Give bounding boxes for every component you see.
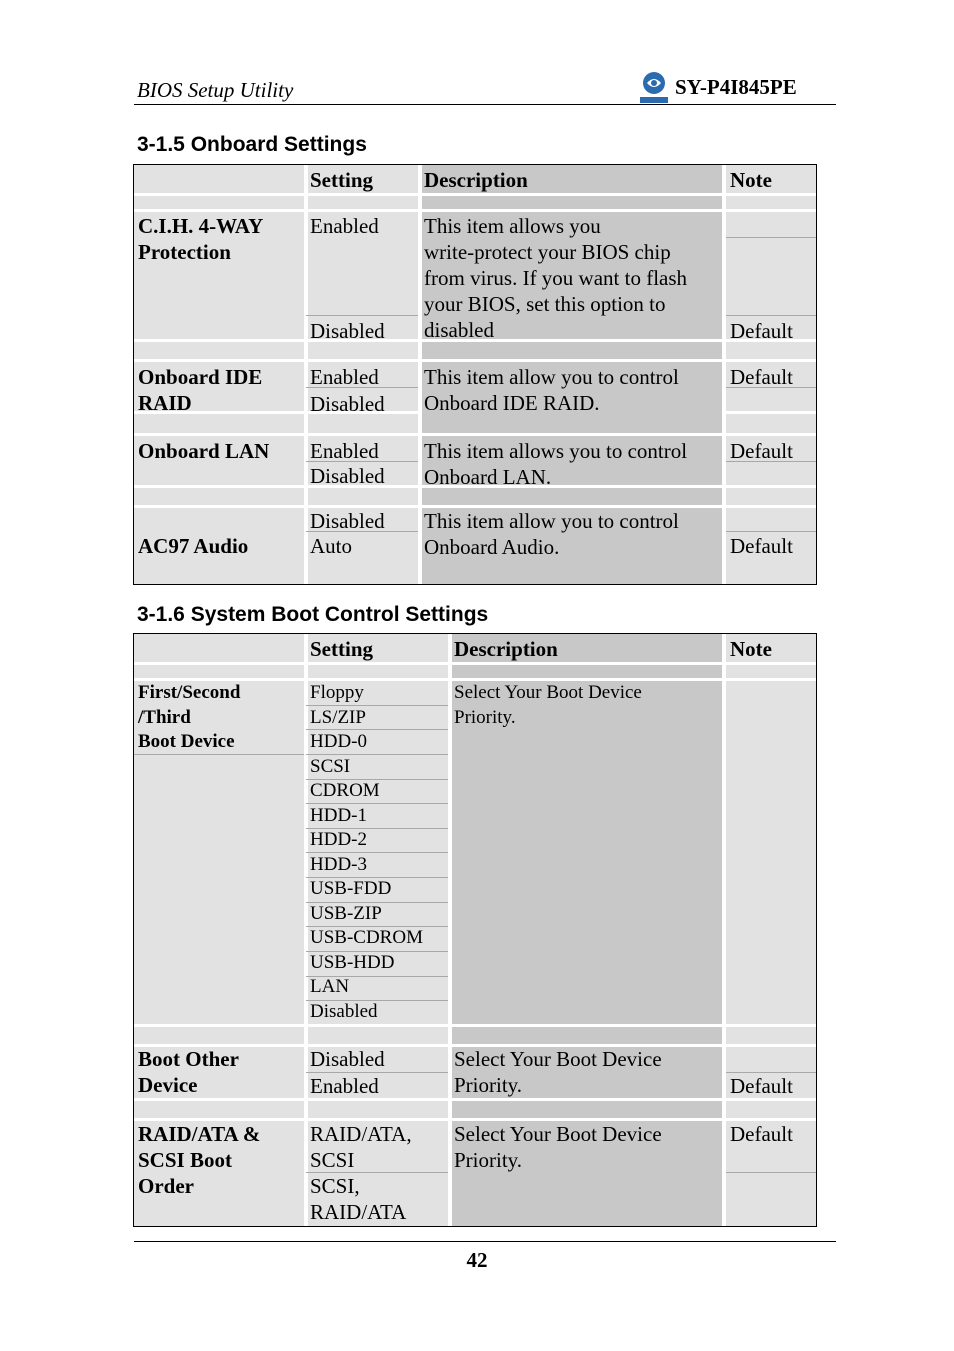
- col-header-setting: Setting: [310, 637, 373, 661]
- setting-option: CDROM: [310, 780, 380, 801]
- setting-option: Disabled: [310, 319, 385, 343]
- setting-option: USB-FDD: [310, 878, 392, 899]
- note-default: Default: [730, 534, 793, 558]
- note-default: Default: [730, 1122, 793, 1146]
- header-rule: [134, 104, 836, 105]
- soyo-logo-icon: [637, 70, 671, 104]
- item-onboard-ide-raid: Onboard IDE RAID: [138, 365, 263, 415]
- col-header-note: Note: [730, 168, 772, 192]
- setting-option: USB-HDD: [310, 951, 395, 973]
- description-raid-scsi: Select Your Boot Device Priority.: [454, 1122, 662, 1172]
- setting-option: Disabled: [310, 392, 385, 416]
- description-boot-device: Select Your Boot Device Priority.: [454, 682, 642, 728]
- setting-option: HDD-2: [310, 829, 367, 850]
- item-onboard-lan: Onboard LAN: [138, 439, 270, 463]
- note-default: Default: [730, 1074, 793, 1098]
- description-lan: This item allows you to control Onboard LAN.: [424, 439, 688, 489]
- boot-control-table: [133, 633, 817, 1227]
- setting-option: Disabled: [310, 1000, 378, 1022]
- note-default: Default: [730, 319, 793, 343]
- setting-option: SCSI: [310, 755, 351, 777]
- running-header-title: BIOS Setup Utility: [137, 78, 294, 102]
- running-header-brand: [637, 70, 797, 104]
- setting-option: Disabled: [310, 509, 385, 533]
- description-boot-other: Select Your Boot Device Priority.: [454, 1047, 662, 1097]
- item-ac97-audio: AC97 Audio: [138, 534, 249, 558]
- setting-option: Enabled: [310, 365, 379, 389]
- setting-option: Enabled: [310, 1074, 379, 1098]
- col-header-description: Description: [424, 168, 528, 192]
- setting-option: Floppy: [310, 682, 364, 703]
- item-first-second-third-boot-device: First/Second /Third Boot Device: [138, 682, 241, 752]
- boot-device-options: [306, 681, 423, 1024]
- note-default: Default: [730, 439, 793, 463]
- setting-option: Enabled: [310, 439, 379, 463]
- setting-option: LS/ZIP: [310, 706, 366, 728]
- col-header-description: Description: [454, 637, 558, 661]
- description-ide-raid: This item allow you to control Onboard IDE RAID.: [424, 365, 679, 415]
- setting-option: HDD-1: [310, 804, 367, 826]
- description-cih: This item allows you write-protect your BIOS chip from virus. If you want to flash your BIOS, set this option to disabled: [424, 214, 688, 342]
- description-ac97: This item allow you to control Onboard Audio.: [424, 509, 679, 559]
- setting-option: LAN: [310, 976, 350, 997]
- setting-option: HDD-3: [310, 853, 367, 875]
- setting-option: SCSI, RAID/ATA: [310, 1174, 407, 1224]
- item-cih-protection: C.I.H. 4-WAY Protection: [138, 214, 264, 264]
- page-number: 42: [466, 1248, 488, 1272]
- onboard-settings-table: [133, 164, 817, 585]
- section-title-boot-control: 3-1.6 System Boot Control Settings: [137, 603, 489, 626]
- setting-option: Disabled: [310, 464, 385, 488]
- item-raid-ata-scsi-boot-order: RAID/ATA & SCSI Boot Order: [138, 1122, 261, 1198]
- col-header-setting: Setting: [310, 168, 373, 192]
- model-name: SY-P4I845PE: [675, 74, 797, 99]
- note-default: Default: [730, 365, 793, 389]
- footer-rule: [134, 1241, 836, 1242]
- section-title-onboard: 3-1.5 Onboard Settings: [137, 133, 367, 156]
- setting-option: RAID/ATA, SCSI: [310, 1122, 412, 1172]
- item-boot-other-device: Boot Other Device: [138, 1047, 239, 1097]
- setting-option: USB-CDROM: [310, 927, 423, 948]
- setting-option: Disabled: [310, 1047, 385, 1071]
- setting-option: USB-ZIP: [310, 902, 382, 924]
- col-header-note: Note: [730, 637, 772, 661]
- setting-option: Auto: [310, 534, 352, 558]
- setting-option: HDD-0: [310, 731, 367, 752]
- setting-option: Enabled: [310, 214, 379, 238]
